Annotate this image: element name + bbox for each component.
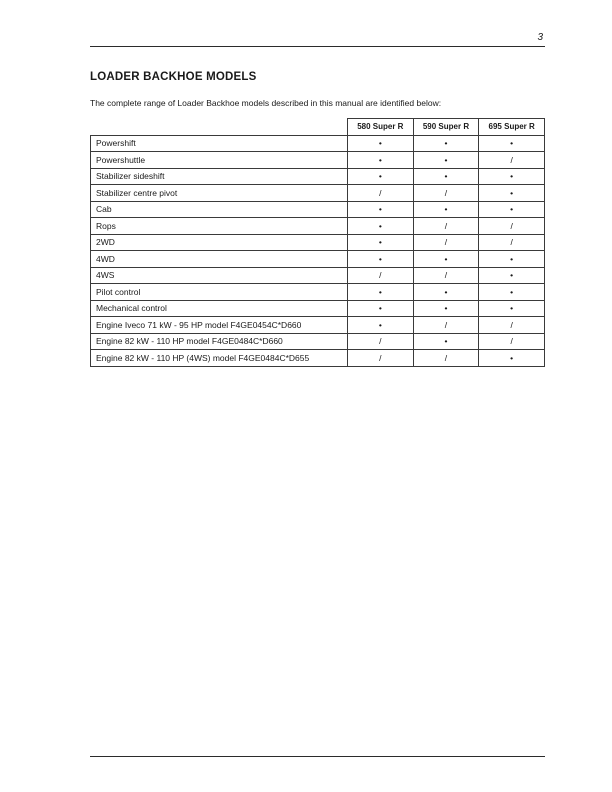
- feature-label: Cab: [91, 201, 348, 218]
- bottom-rule: [90, 756, 545, 757]
- available-dot: •: [479, 350, 545, 367]
- column-header-3: 695 Super R: [479, 119, 545, 136]
- feature-label: Engine 82 kW - 110 HP model F4GE0484C*D660: [91, 333, 348, 350]
- table-header-row: [91, 119, 545, 136]
- not-available-slash: /: [348, 350, 414, 367]
- available-dot: •: [413, 284, 479, 301]
- available-dot: •: [348, 168, 414, 185]
- available-dot: •: [479, 251, 545, 268]
- table-row: [91, 300, 545, 317]
- not-available-slash: /: [413, 185, 479, 202]
- available-dot: •: [348, 234, 414, 251]
- not-available-slash: /: [479, 152, 545, 169]
- feature-label: Powershuttle: [91, 152, 348, 169]
- available-dot: •: [413, 333, 479, 350]
- not-available-slash: /: [479, 234, 545, 251]
- available-dot: •: [348, 201, 414, 218]
- top-rule: [90, 46, 545, 47]
- feature-label: Mechanical control: [91, 300, 348, 317]
- not-available-slash: /: [413, 218, 479, 235]
- not-available-slash: /: [413, 317, 479, 334]
- intro-text: The complete range of Loader Backhoe models described in this manual are identified below:: [90, 98, 442, 108]
- not-available-slash: /: [479, 317, 545, 334]
- available-dot: •: [479, 284, 545, 301]
- feature-label: Engine Iveco 71 kW - 95 HP model F4GE0454C*D660: [91, 317, 348, 334]
- not-available-slash: /: [479, 218, 545, 235]
- table-row: [91, 218, 545, 235]
- page-content: [90, 0, 545, 367]
- page-title: LOADER BACKHOE MODELS: [90, 71, 257, 83]
- column-header-1: 580 Super R: [348, 119, 414, 136]
- available-dot: •: [348, 300, 414, 317]
- header-empty-cell: [91, 119, 348, 136]
- available-dot: •: [479, 135, 545, 152]
- feature-label: Pilot control: [91, 284, 348, 301]
- available-dot: •: [479, 185, 545, 202]
- available-dot: •: [348, 152, 414, 169]
- table-body: [91, 135, 545, 366]
- not-available-slash: /: [348, 333, 414, 350]
- table-row: [91, 168, 545, 185]
- table-row: [91, 267, 545, 284]
- feature-label: Stabilizer centre pivot: [91, 185, 348, 202]
- available-dot: •: [413, 135, 479, 152]
- table-row: [91, 317, 545, 334]
- available-dot: •: [413, 152, 479, 169]
- available-dot: •: [413, 251, 479, 268]
- table-row: [91, 135, 545, 152]
- feature-label: 4WD: [91, 251, 348, 268]
- table-row: [91, 185, 545, 202]
- feature-label: Powershift: [91, 135, 348, 152]
- table-row: [91, 350, 545, 367]
- models-table: [90, 118, 545, 367]
- table-row: [91, 284, 545, 301]
- available-dot: •: [348, 284, 414, 301]
- available-dot: •: [413, 300, 479, 317]
- not-available-slash: /: [348, 185, 414, 202]
- feature-label: 2WD: [91, 234, 348, 251]
- available-dot: •: [479, 201, 545, 218]
- page-number: 3: [537, 32, 543, 43]
- feature-label: Stabilizer sideshift: [91, 168, 348, 185]
- available-dot: •: [479, 267, 545, 284]
- column-header-2: 590 Super R: [413, 119, 479, 136]
- available-dot: •: [348, 218, 414, 235]
- table-row: [91, 333, 545, 350]
- available-dot: •: [348, 317, 414, 334]
- feature-label: 4WS: [91, 267, 348, 284]
- available-dot: •: [479, 300, 545, 317]
- not-available-slash: /: [413, 234, 479, 251]
- available-dot: •: [479, 168, 545, 185]
- table-row: [91, 152, 545, 169]
- available-dot: •: [413, 168, 479, 185]
- table-row: [91, 201, 545, 218]
- available-dot: •: [413, 201, 479, 218]
- table-row: [91, 251, 545, 268]
- available-dot: •: [348, 251, 414, 268]
- not-available-slash: /: [413, 267, 479, 284]
- not-available-slash: /: [479, 333, 545, 350]
- feature-label: Rops: [91, 218, 348, 235]
- feature-label: Engine 82 kW - 110 HP (4WS) model F4GE0484C*D655: [91, 350, 348, 367]
- not-available-slash: /: [348, 267, 414, 284]
- available-dot: •: [348, 135, 414, 152]
- not-available-slash: /: [413, 350, 479, 367]
- table-row: [91, 234, 545, 251]
